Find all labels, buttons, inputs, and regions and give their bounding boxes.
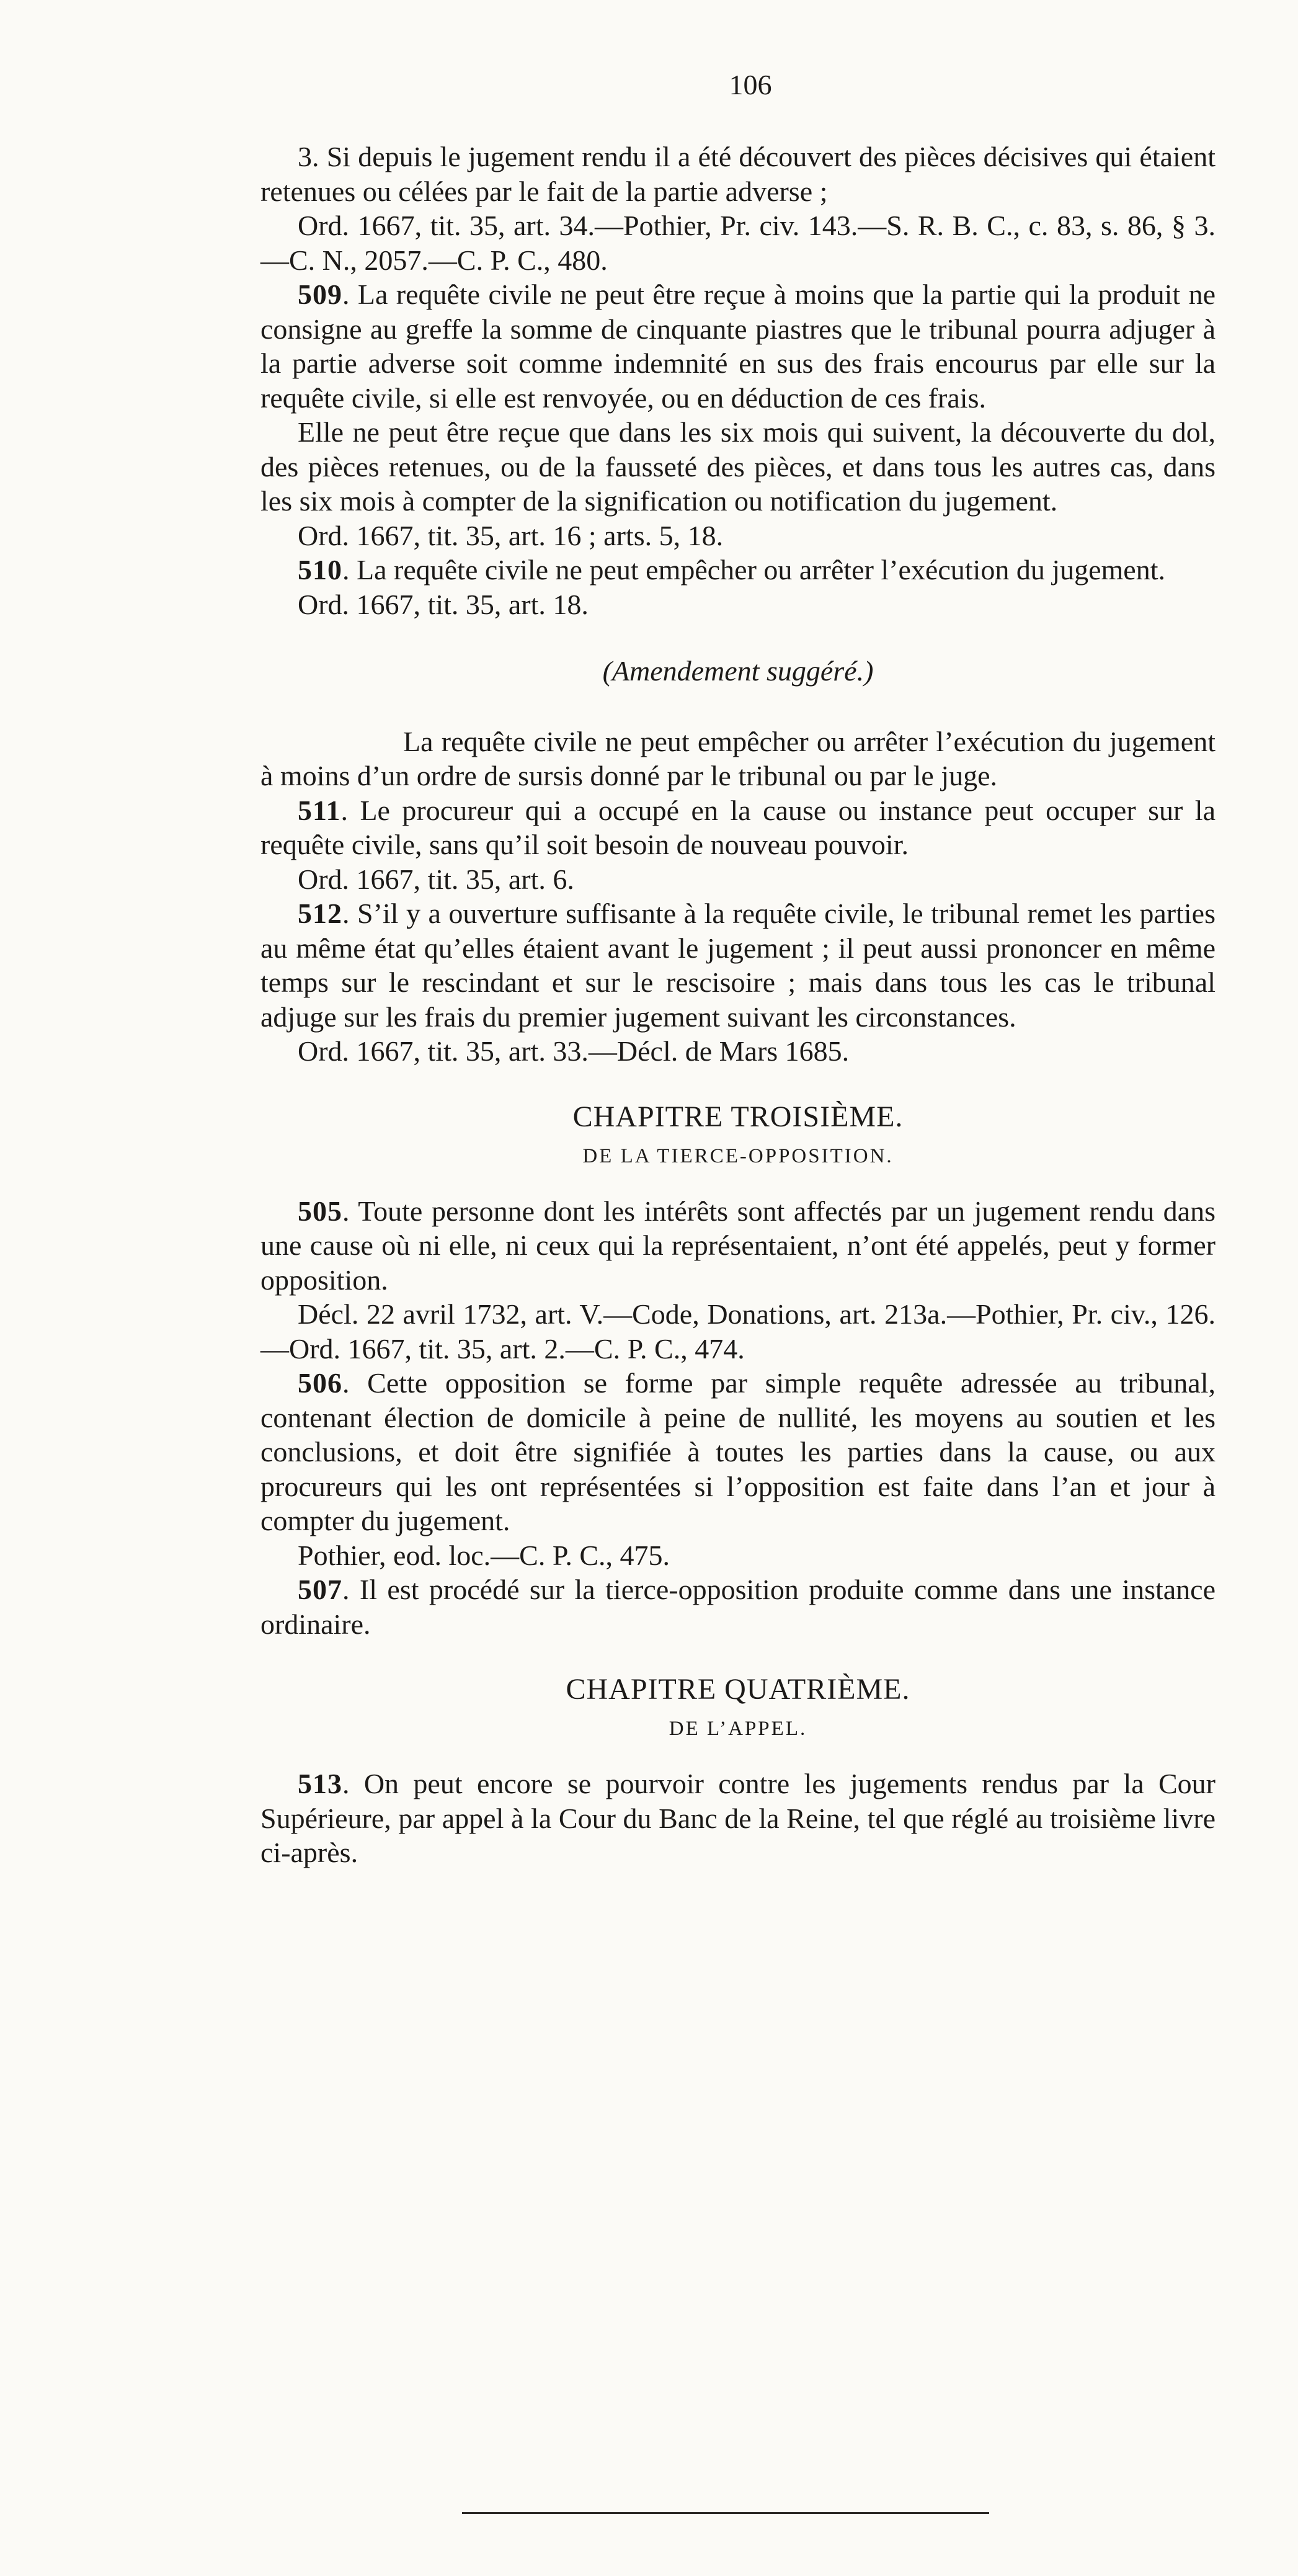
reference-text: Ord. 1667, tit. 35, art. 18.	[298, 588, 589, 620]
paragraph-amendement	[260, 724, 1216, 793]
article-text: . La requête civile ne peut empêcher ou arrêter l’exécution du jugement.	[342, 554, 1165, 586]
chapter-subtitle: DE LA TIERCE-OPPOSITION.	[582, 1144, 894, 1167]
article-512	[260, 896, 1216, 1034]
chapter-subtitle: DE L’APPEL.	[669, 1718, 807, 1740]
reference-text: Pothier, eod. loc.—C. P. C., 475.	[298, 1539, 670, 1571]
reference-line	[260, 1538, 1216, 1573]
reference-line	[260, 1297, 1216, 1366]
article-text: . Le procureur qui a occupé en la cause ou instance peut occuper sur la requête civile, sans qu’il soit besoin de nouveau pouvoir.	[260, 794, 1216, 860]
article-text: . S’il y a ouverture suffisante à la requête civile, le tribunal remet les parties au même état qu’elles étaient avant le jugement ; il peut aussi prononcer en même temps sur le rescindant et sur le rescisoire ; mais dans tous les cas le tribunal adjuge sur les frais du premier jugement suivant les circonstances.	[260, 898, 1216, 1033]
article-number: 507	[298, 1574, 342, 1605]
article-number: 505	[298, 1195, 342, 1227]
reference-line	[260, 587, 1216, 622]
paragraph-pieces-decisives	[260, 140, 1216, 208]
article-507	[260, 1572, 1216, 1641]
paragraph-text: Elle ne peut être reçue que dans les six mois qui suivent, la découverte du dol, des pièces retenues, ou de la fausseté des pièces, et dans tous les autres cas, dans les six mois à compter de la signification ou notification du jugement.	[260, 416, 1216, 517]
reference-text: Ord. 1667, tit. 35, art. 33.—Décl. de Mars 1685.	[298, 1035, 850, 1067]
article-text: . La requête civile ne peut être reçue à moins que la partie qui la produit ne consigne au greffe la somme de cinquante piastres que le tribunal pourra adjuger à la partie adverse soit comme indemnité en sus des frais encourus par elle sur la requête civile, si elle est renvoyée, ou en déduction de ces frais.	[260, 279, 1216, 414]
article-513	[260, 1767, 1216, 1870]
article-number: 509	[298, 279, 342, 310]
article-number: 512	[298, 898, 342, 929]
article-text: . Toute personne dont les intérêts sont affectés par un jugement rendu dans une cause où ni elle, ni ceux qui la représentaient, n’ont été appelés, peut y former opposition.	[260, 1195, 1216, 1296]
reference-line	[260, 1034, 1216, 1069]
article-number: 511	[298, 794, 341, 826]
footer-rule	[462, 2512, 989, 2514]
reference-line	[260, 519, 1216, 553]
reference-text: Décl. 22 avril 1732, art. V.—Code, Donations, art. 213a.—Pothier, Pr. civ., 126.—Ord. 1667, tit. 35, art. 2.—C. P. C., 474.	[260, 1298, 1216, 1365]
reference-line	[260, 208, 1216, 277]
page-number: 106	[729, 69, 772, 100]
article-text: . Cette opposition se forme par simple requête adressée au tribunal, contenant élection de domicile à peine de nullité, les moyens au soutien et les conclusions, et doit être signifiée à toutes les parties dans la cause, ou aux procureurs qui les ont représentées si l’opposition est faite dans l’an et jour à compter du jugement.	[260, 1367, 1216, 1536]
reference-text: Ord. 1667, tit. 35, art. 16 ; arts. 5, 18.	[298, 519, 724, 551]
article-text: . On peut encore se pourvoir contre les jugements rendus par la Cour Supérieure, par appel à la Cour du Banc de la Reine, tel que réglé au troisième livre ci-après.	[260, 1768, 1216, 1868]
chapter-title: CHAPITRE QUATRIÈME.	[566, 1673, 910, 1706]
article-510	[260, 553, 1216, 587]
reference-line	[260, 862, 1216, 897]
article-text: . Il est procédé sur la tierce-opposition produite comme dans une instance ordinaire.	[260, 1574, 1216, 1640]
amendment-heading: (Amendement suggéré.)	[602, 655, 874, 687]
reference-text: Ord. 1667, tit. 35, art. 6.	[298, 863, 574, 895]
article-506	[260, 1366, 1216, 1538]
article-511	[260, 793, 1216, 862]
paragraph-text: 3. Si depuis le jugement rendu il a été découvert des pièces décisives qui étaient retenues ou célées par le fait de la partie adverse ;	[260, 141, 1216, 207]
paragraph-text: La requête civile ne peut empêcher ou arrêter l’exécution du jugement à moins d’un ordre de sursis donné par le tribunal ou par le juge.	[260, 725, 1216, 791]
paragraph-delai	[260, 415, 1216, 519]
section-requete-civile	[260, 140, 1216, 622]
chapter-title: CHAPITRE TROISIÈME.	[572, 1100, 904, 1133]
article-number: 506	[298, 1367, 342, 1399]
reference-text: Ord. 1667, tit. 35, art. 34.—Pothier, Pr. civ. 143.—S. R. B. C., c. 83, s. 86, § 3.—C. N., 2057.—C. P. C., 480.	[260, 210, 1216, 276]
article-505	[260, 1194, 1216, 1298]
section-tierce-opposition	[260, 1194, 1216, 1642]
article-number: 513	[298, 1768, 342, 1799]
article-number: 510	[298, 554, 342, 586]
page-body	[260, 68, 1216, 1870]
section-appel	[260, 1767, 1216, 1870]
section-amendement	[260, 724, 1216, 1069]
article-509	[260, 277, 1216, 415]
